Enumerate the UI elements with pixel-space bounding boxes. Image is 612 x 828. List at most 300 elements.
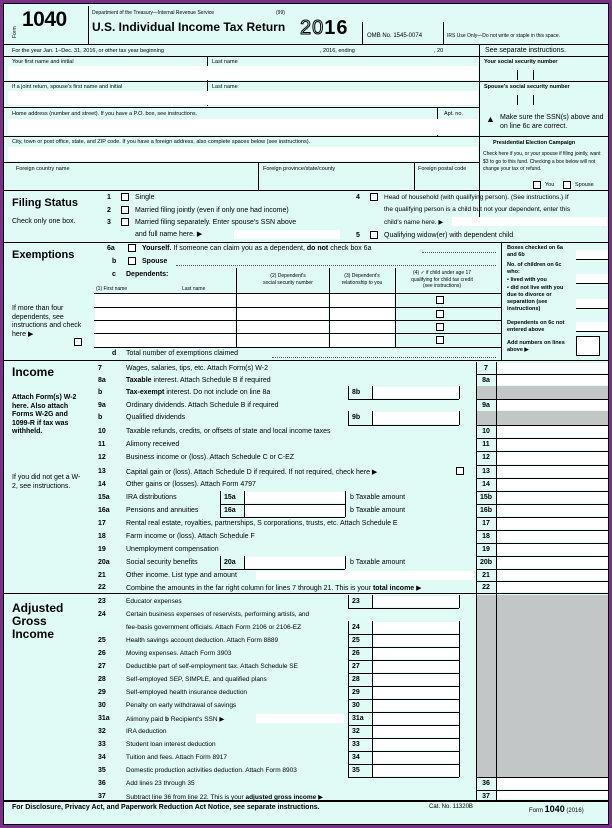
income-line-text	[126, 533, 255, 540]
income-line-num: 8a	[98, 377, 106, 384]
hoh-child-name-input[interactable]	[452, 217, 607, 226]
spouse-name-input[interactable]	[8, 91, 478, 105]
line-text-main: Wages, salaries, tips, etc. Attach Form(s) W-2	[126, 365, 268, 372]
income-inner-amount-input[interactable]	[373, 387, 459, 398]
income-inner-amount-input[interactable]	[245, 505, 345, 516]
income-line-num: 13	[98, 468, 106, 475]
campaign-title: Presidential Election Campaign	[493, 140, 576, 146]
income-inner-box-num: 9b	[352, 414, 361, 421]
income-taxable-amount-label: b Taxable amount	[350, 559, 406, 566]
form-word: Form	[12, 26, 18, 38]
agi-line-num: 29	[98, 689, 106, 696]
income-line-text	[126, 428, 331, 435]
agi-inner-amount-input[interactable]	[373, 635, 459, 646]
children-label: No. of children on 6c who:	[507, 262, 562, 275]
agi-line-num: 30	[98, 702, 106, 709]
yourself-label-check: check box 6a	[330, 245, 372, 252]
line-6b-num: b	[112, 258, 117, 265]
agi-line-text	[126, 754, 227, 761]
ssn-label: Your social security number	[484, 59, 558, 65]
col-rel-line1: (3) Dependent's	[344, 273, 380, 279]
income-inner-box-num: 20a	[224, 559, 236, 566]
agi-inner-amount-input[interactable]	[373, 596, 459, 607]
yourself-label-rest: If someone can claim you as a dependent,	[173, 245, 305, 252]
campaign-you-label: You	[545, 182, 555, 188]
agi-line-text	[126, 728, 166, 735]
income-line-num: 15a	[98, 494, 110, 501]
line-text-main: Capital gain or (loss). Attach Schedule D if required. If not required, check here ▶	[126, 469, 378, 476]
line-text-main: Unemployment compensation	[126, 546, 219, 553]
foreign-province-label: Foreign province/state/county	[263, 166, 336, 172]
filing-single-checkbox[interactable]	[121, 193, 129, 201]
filing-separate-label-2: and full name here. ▶	[135, 231, 203, 238]
income-line-num: 18	[98, 533, 106, 540]
col-last-name: Last name	[182, 286, 206, 292]
col-child-line2: qualifying for child tax credit	[411, 276, 473, 283]
income-right-box-num: 9a	[482, 402, 490, 409]
tax-year-ending: , 2016, ending	[320, 48, 355, 54]
agi-amount-input[interactable]	[496, 791, 608, 799]
agi-line-num: 25	[98, 637, 106, 644]
filing-separate-label: Married filing separately. Enter spouse's SSN above	[135, 219, 297, 226]
agi-right-box-num: 37	[482, 793, 490, 800]
campaign-text: Check here if you, or your spouse if filing jointly, want $3 to go to this fund. Checking a box below will not change your tax or refund.	[483, 151, 601, 172]
ssn-reminder: Make sure the SSN(s) above and on line 6c are correct.	[500, 114, 604, 130]
line-text-main: Social security benefits	[126, 559, 198, 566]
line-text-bold: Taxable	[126, 377, 152, 384]
income-line-text	[126, 546, 219, 553]
income-amount-input[interactable]	[496, 570, 608, 580]
agi-inner-amount-input[interactable]	[373, 661, 459, 672]
agi-inner-amount-input[interactable]	[373, 674, 459, 685]
col-child-line3: (see instructions)	[422, 283, 462, 289]
child-credit-checkbox-3[interactable]	[436, 323, 444, 331]
filing-num-1: 1	[107, 194, 111, 201]
agi-inner-amount-input[interactable]	[373, 687, 459, 698]
agi-line-text	[126, 780, 195, 787]
income-line-text	[126, 559, 198, 566]
footer-form-number: 1040	[544, 804, 565, 814]
campaign-spouse-label: Spouse	[575, 182, 594, 188]
col-ssn-line1: (2) Dependent's	[270, 273, 306, 279]
col-ssn	[244, 273, 332, 287]
not-live-with-you-input[interactable]	[576, 299, 608, 309]
line-text-main: Alimony received	[126, 441, 180, 448]
income-amount-input[interactable]	[496, 557, 608, 568]
income-amount-input[interactable]	[496, 400, 608, 410]
filing-num-5: 5	[356, 232, 360, 239]
income-line-num: b	[98, 389, 103, 396]
irs-code: (99)	[276, 10, 285, 16]
col-rel-line2: relationship to you	[341, 280, 383, 286]
line-text-main: IRA deduction	[126, 728, 167, 735]
agi-line-num: 23	[98, 598, 106, 605]
child-credit-checkbox-1[interactable]	[436, 296, 444, 304]
agi-inner-box-num: 34	[352, 754, 360, 761]
income-amount-input[interactable]	[496, 466, 608, 477]
income-amount-input[interactable]	[496, 363, 608, 373]
year-prefix: 20	[300, 17, 325, 39]
line-text-main: Health savings account deduction. Attach Form 8889	[126, 637, 279, 644]
income-right-box-num: 11	[482, 441, 490, 448]
filing-widow-label: Qualifying widow(er) with dependent child	[384, 232, 514, 239]
spouse-last-name-label: Last name	[212, 84, 238, 90]
form-number: 1040	[22, 8, 67, 31]
filing-hoh-checkbox[interactable]	[370, 193, 378, 201]
agi-title-1: Adjusted	[12, 601, 64, 615]
irs-use-only: IRS Use Only—Do not write or staple in this space.	[447, 33, 561, 39]
exemptions-side-note: If more than four dependents, see instructions and check here ▶	[12, 305, 82, 338]
income-amount-input[interactable]	[496, 439, 608, 450]
income-line-num: 7	[98, 365, 102, 372]
income-line-num: 12	[98, 454, 106, 461]
income-right-box-num: 12	[482, 454, 490, 461]
income-line-num: 16a	[98, 507, 110, 514]
income-right-box-num: 7	[484, 365, 488, 372]
col-relationship	[329, 273, 395, 287]
income-taxable-amount-label: b Taxable amount	[350, 507, 406, 514]
agi-line-num: 35	[98, 767, 106, 774]
line-text-main: Alimony paid	[126, 716, 164, 723]
income-right-box-num: 13	[482, 468, 490, 475]
agi-inner-box-num: 27	[352, 663, 360, 670]
income-taxable-amount-label: b Taxable amount	[350, 494, 406, 501]
tax-year-label: For the year Jan. 1–Dec. 31, 2016, or other tax year beginning	[12, 48, 164, 54]
line-6a-num: 6a	[107, 245, 115, 252]
line-text-main: Qualified dividends	[126, 414, 186, 421]
income-inner-box-num: 16a	[224, 507, 236, 514]
agi-line-num: 37	[98, 793, 106, 800]
home-address-label: Home address (number and street). If you have a P.O. box, see instructions.	[12, 111, 198, 117]
yourself-label-do-not: do not	[306, 245, 329, 252]
agi-inner-box-num: 24	[352, 624, 360, 631]
income-line-num: 9a	[98, 402, 106, 409]
line-text-main: Educator expenses	[126, 598, 182, 605]
agi-line-num: 33	[98, 741, 106, 748]
agi-line-text	[126, 611, 309, 618]
spouse-exemption-checkbox[interactable]	[128, 257, 136, 265]
agi-right-box-num: 36	[482, 780, 490, 787]
agi-line-text	[126, 689, 247, 696]
dependents-label: Dependents:	[126, 271, 169, 278]
filing-hoh-label: Head of household (with qualifying person). (See instructions.) If	[384, 194, 569, 201]
agi-amount-input[interactable]	[496, 778, 608, 789]
filing-hoh-label-3: child's name here. ▶	[384, 219, 444, 226]
footer-form-label	[529, 804, 584, 814]
tax-year-twenty: , 20	[434, 48, 444, 54]
dependents-not-entered-input[interactable]	[576, 322, 608, 332]
agi-line-text	[126, 767, 297, 774]
lived-with-you-label: • lived with you	[507, 277, 547, 283]
income-line-text	[126, 507, 198, 514]
income-amount-input[interactable]	[496, 505, 608, 516]
agi-line-text	[126, 676, 267, 683]
income-w2-note: If you did not get a W-2, see instructions.	[12, 474, 81, 490]
income-amount-input[interactable]	[496, 479, 608, 490]
agi-inner-box-num: 35	[352, 767, 360, 774]
agi-inner-amount-input[interactable]	[373, 648, 459, 659]
agi-line-num: 36	[98, 780, 106, 787]
filing-status-side-note: Check only one box.	[12, 218, 76, 225]
agi-line-text	[126, 637, 278, 644]
agi-inner-box-num: 29	[352, 689, 360, 696]
form-title: U.S. Individual Income Tax Return	[92, 20, 286, 34]
agi-inner-amount-input[interactable]	[373, 713, 459, 724]
line-text-tail: Recipient's SSN ▶	[169, 716, 225, 723]
income-line-num: b	[98, 414, 103, 421]
income-line-text	[126, 481, 256, 488]
line-text-main: Farm income or (loss). Attach Schedule F	[126, 533, 255, 540]
income-line-text	[126, 520, 398, 527]
agi-inner-box-num: 32	[352, 728, 360, 735]
agi-line-num: 32	[98, 728, 106, 735]
footer-form-word: Form	[529, 808, 543, 814]
year-badge	[300, 17, 349, 40]
city-input[interactable]	[8, 147, 478, 161]
total-exemptions-input[interactable]	[576, 336, 600, 356]
lived-with-you-input[interactable]	[576, 274, 608, 284]
income-line-text	[126, 441, 179, 448]
filing-single-label: Single	[135, 194, 155, 201]
line-text-bold: b	[165, 716, 170, 723]
filing-separate-checkbox[interactable]	[121, 218, 129, 226]
line-text-main: Moving expenses. Attach Form 3903	[126, 650, 232, 657]
add-numbers-label: Add numbers on lines above ▶	[507, 340, 565, 353]
income-line-text	[126, 468, 377, 476]
income-line-text	[126, 572, 237, 579]
line-text-main: Self-employed health insurance deduction	[126, 689, 248, 696]
col-child-credit	[395, 270, 489, 290]
agi-inner-amount-input[interactable]	[373, 765, 459, 776]
line-text-main: interest. Do not include on line 8a	[164, 389, 271, 396]
line-text-main: Business income or (loss). Attach Schedule C or C-EZ	[126, 454, 295, 461]
campaign-spouse-checkbox[interactable]	[563, 181, 571, 189]
omb-number: OMB No. 1545-0074	[367, 33, 423, 39]
income-line-text	[126, 365, 268, 372]
agi-inner-amount-input[interactable]	[373, 700, 459, 711]
filing-widow-checkbox[interactable]	[370, 231, 378, 239]
agi-inner-box-num: 23	[352, 598, 360, 605]
first-name-input[interactable]	[8, 66, 478, 80]
agi-title-2: Gross	[12, 614, 47, 628]
income-right-box-num: 8a	[482, 377, 490, 384]
city-label: City, town or post office, state, and ZIP code. If you have a foreign address, also complete spaces below (see instructions).	[12, 139, 311, 145]
recipient-ssn-input[interactable]	[256, 714, 344, 723]
child-credit-checkbox-4[interactable]	[436, 336, 444, 344]
income-line-num: 22	[98, 584, 106, 591]
income-amount-input[interactable]	[496, 582, 608, 592]
warning-triangle-icon: ▲	[486, 114, 495, 124]
income-right-box-num: 19	[482, 546, 490, 553]
income-line-text	[126, 402, 279, 409]
income-amount-input[interactable]	[496, 492, 608, 503]
campaign-you-checkbox[interactable]	[533, 181, 541, 189]
agi-line-num: 26	[98, 650, 106, 657]
spouse-full-name-input[interactable]	[234, 230, 340, 239]
agi-line-num: 24	[98, 611, 106, 618]
agi-inner-amount-input[interactable]	[373, 726, 459, 737]
col-first-name: (1) First name	[96, 286, 128, 292]
filing-status-title: Filing Status	[12, 197, 78, 209]
filing-num-3: 3	[107, 219, 111, 226]
filing-num-4: 4	[356, 194, 360, 201]
line-text-bold: Tax-exempt	[126, 389, 165, 396]
income-inner-amount-input[interactable]	[245, 492, 345, 503]
income-line-num: 19	[98, 546, 106, 553]
line-text-main: Add lines 23 through 35	[126, 780, 195, 787]
line-text-bold: adjusted gross income	[245, 794, 317, 801]
other-income-type-input[interactable]	[256, 571, 474, 580]
spouse-ssn-label: Spouse's social security number	[484, 84, 570, 90]
agi-inner-amount-input[interactable]	[373, 739, 459, 750]
income-line-text	[126, 584, 422, 592]
line-text-main: Rental real estate, royalties, partnerships, S corporations, trusts, etc. Attach Schedule E	[126, 520, 398, 527]
income-inner-amount-input[interactable]	[245, 557, 345, 568]
agi-inner-box-num: 26	[352, 650, 360, 657]
agi-line-text	[126, 702, 236, 709]
line-text-main: IRA distributions	[126, 494, 177, 501]
income-inner-box-num: 8b	[352, 389, 361, 396]
spouse-first-name-label: If a joint return, spouse's first name and initial	[12, 84, 123, 90]
form-1040-page	[3, 3, 609, 825]
income-line-text	[126, 414, 185, 421]
income-line-num: 10	[98, 428, 106, 435]
income-attach-note: Attach Form(s) W-2 here. Also attach Forms W-2G and 1099-R if tax was withheld.	[12, 394, 77, 435]
line-text-main: Student loan interest deduction	[126, 741, 216, 748]
line-text-main: Pensions and annuities	[126, 507, 199, 514]
income-right-box-num: 10	[482, 428, 490, 435]
line-text-main: Domestic production activities deduction. Attach Form 8903	[126, 767, 297, 774]
line-text-main: Penalty on early withdrawal of savings	[126, 702, 237, 709]
income-amount-input[interactable]	[496, 518, 608, 529]
line-text-main: Tuition and fees. Attach Form 8917	[126, 754, 227, 761]
agi-line-num: 28	[98, 676, 106, 683]
line-24-text-2: fee-basis government officials. Attach Form 2106 or 2106-EZ	[126, 624, 302, 631]
yourself-checkbox[interactable]	[128, 244, 136, 252]
line-text-main: Other gains or (losses). Attach Form 4797	[126, 481, 256, 488]
not-live-with-you-label: • did not live with you due to divorce or separation (see instructions)	[507, 285, 564, 312]
income-inner-amount-input[interactable]	[373, 412, 459, 424]
income-right-box-num: 21	[482, 572, 490, 579]
income-amount-input[interactable]	[496, 452, 608, 464]
child-credit-checkbox-2[interactable]	[436, 310, 444, 318]
line-text-main: Certain business expenses of reservists, performing artists, and	[126, 611, 310, 618]
foreign-country-label: Foreign country name	[16, 166, 70, 172]
income-amount-input[interactable]	[496, 544, 608, 555]
income-title: Income	[12, 365, 55, 379]
exemptions-title: Exemptions	[12, 249, 75, 261]
line-text-tail: ▶	[316, 794, 324, 801]
income-right-box-num: 15b	[479, 494, 493, 501]
col-ssn-line2: social security number	[263, 280, 313, 286]
footer-cat-no: Cat. No. 11320B	[429, 804, 473, 810]
income-line-text	[126, 454, 294, 461]
agi-line-text	[126, 741, 216, 748]
income-line-num: 17	[98, 520, 106, 527]
agi-inner-box-num: 30	[352, 702, 360, 709]
foreign-postal-label: Foreign postal code	[418, 166, 467, 172]
year-suffix: 16	[324, 17, 349, 39]
col-child-line1: (4) ✓ if child under age 17	[412, 270, 472, 276]
income-inner-box-num: 15a	[224, 494, 236, 501]
agi-inner-box-num: 28	[352, 676, 360, 683]
income-amount-input[interactable]	[496, 531, 608, 542]
more-dependents-checkbox[interactable]	[74, 338, 82, 346]
income-right-box-num: 18	[482, 533, 490, 540]
income-right-box-num: 22	[482, 584, 490, 591]
first-name-label: Your first name and initial	[12, 59, 74, 65]
yourself-label	[142, 245, 371, 252]
agi-line-num: 27	[98, 663, 106, 670]
filing-hoh-label-2: the qualifying person is a child but not your dependent, enter this	[384, 206, 571, 213]
line-text-main: interest. Attach Schedule B if required	[151, 377, 271, 384]
boxes-checked-label: Boxes checked on 6a and 6b	[507, 245, 563, 258]
home-address-input[interactable]	[8, 119, 478, 135]
see-instructions: See separate instructions.	[485, 47, 566, 54]
income-line-num: 21	[98, 572, 106, 579]
agi-inner-box-num: 25	[352, 637, 360, 644]
agi-line-num: 34	[98, 754, 106, 761]
filing-num-2: 2	[107, 207, 111, 214]
yourself-label-bold: Yourself.	[142, 245, 172, 252]
agi-inner-amount-input[interactable]	[373, 622, 459, 633]
agi-title-3: Income	[12, 627, 55, 641]
line-text-main: Combine the amounts in the far right column for lines 7 through 21. This is your	[126, 585, 373, 592]
footer-notice: For Disclosure, Privacy Act, and Paperwork Reduction Act Notice, see separate instructions.	[12, 804, 320, 811]
income-line-text	[126, 377, 271, 384]
income-amount-input[interactable]	[496, 426, 608, 437]
agi-line-num: 31a	[98, 715, 110, 722]
agi-line-text	[126, 650, 232, 657]
income-amount-input[interactable]	[496, 375, 608, 385]
income-line-num: 14	[98, 481, 106, 488]
line-text-tail: ▶	[414, 585, 422, 592]
agi-inner-box-num: 31a	[352, 715, 364, 722]
total-exemptions-label: Total number of exemptions claimed	[126, 350, 239, 357]
income-right-box-num: 20b	[479, 559, 493, 566]
department: Department of the Treasury—Internal Revenue Service	[92, 10, 215, 16]
agi-line-text	[126, 598, 182, 605]
income-line-text	[126, 494, 177, 501]
dependents-not-entered-label: Dependents on 6c not entered above	[507, 320, 565, 333]
agi-line-text	[126, 715, 224, 723]
footer-form-year: (2016)	[566, 808, 584, 814]
line-text-main: Deductible part of self-employment tax. Attach Schedule SE	[126, 663, 298, 670]
income-right-box-num: 14	[482, 481, 490, 488]
income-right-box-num: 16b	[479, 507, 493, 514]
last-name-label: Last name	[212, 59, 238, 65]
agi-inner-amount-input[interactable]	[373, 752, 459, 763]
agi-inner-box-num: 33	[352, 741, 360, 748]
line-6c-num: c	[112, 271, 116, 278]
line-6d-num: d	[112, 350, 117, 357]
boxes-checked-input[interactable]	[576, 250, 608, 260]
filing-joint-label: Married filing jointly (even if only one had income)	[135, 207, 289, 214]
agi-line-text	[126, 793, 323, 801]
spouse-exemption-label: Spouse	[142, 258, 168, 265]
apt-label: Apt. no.	[444, 111, 463, 117]
agi-line-text	[126, 663, 298, 670]
line-text-main: Taxable refunds, credits, or offsets of state and local income taxes	[126, 428, 331, 435]
capital-gain-checkbox[interactable]	[456, 467, 464, 475]
income-line-text	[126, 389, 270, 396]
line-text-main: Other income. List type and amount	[126, 572, 237, 579]
income-right-box-num: 17	[482, 520, 490, 527]
line-text-main: Ordinary dividends. Attach Schedule B if required	[126, 402, 279, 409]
filing-joint-checkbox[interactable]	[121, 206, 129, 214]
line-text-bold: total income	[372, 585, 415, 592]
income-line-num: 11	[98, 441, 106, 448]
